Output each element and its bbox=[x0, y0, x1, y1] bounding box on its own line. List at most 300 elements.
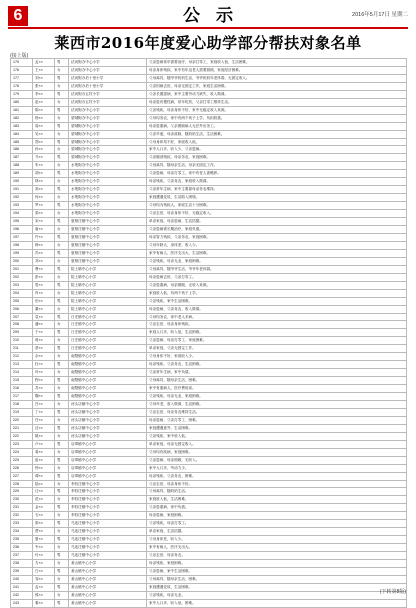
hardship-description: 父母均务农，家中老人多病。 bbox=[147, 313, 407, 321]
student-name: 蒋×× bbox=[33, 337, 55, 345]
student-name: 石×× bbox=[33, 512, 55, 520]
hardship-description: 父母离异，随爷爷生活，爷爷年老体弱。 bbox=[147, 265, 407, 273]
hardship-description: 母亲残疾，家庭困难。 bbox=[147, 560, 407, 568]
page-header bbox=[8, 6, 408, 26]
hardship-description: 父亲患病需长期治疗，家庭负债。 bbox=[147, 226, 407, 234]
school-name: 店埠镇中心小学 bbox=[69, 440, 147, 448]
table-row bbox=[11, 321, 407, 329]
hardship-description: 家庭遭遇变故，生活陷入困境。 bbox=[147, 194, 407, 202]
student-gender: 女 bbox=[55, 385, 69, 393]
hardship-description: 父亲患病常年需要治疗，母亲打零工，家庭收入低，生活困难。 bbox=[147, 59, 407, 67]
school-name: 院上镇中心小学 bbox=[69, 289, 147, 297]
table-row bbox=[11, 504, 407, 512]
school-name: 南墅镇中心小学 bbox=[69, 369, 147, 377]
student-name: 余×× bbox=[33, 353, 55, 361]
student-gender: 女 bbox=[55, 162, 69, 170]
row-number: 241 bbox=[11, 583, 33, 591]
student-name: 贾×× bbox=[33, 528, 55, 536]
school-name: 南墅镇中心小学 bbox=[69, 361, 147, 369]
student-name: 汪×× bbox=[33, 488, 55, 496]
school-name: 店埠镇中心小学 bbox=[69, 472, 147, 480]
hardship-description: 父亲去世，母亲身体残疾。 bbox=[147, 321, 407, 329]
hardship-description: 父亲去世，母亲务农。 bbox=[147, 552, 407, 560]
table-row bbox=[11, 257, 407, 265]
hardship-description: 父亲去世，母亲身体不好。 bbox=[147, 480, 407, 488]
table-row bbox=[11, 98, 407, 106]
student-name: 宋×× bbox=[33, 218, 55, 226]
student-name: 夏×× bbox=[33, 536, 55, 544]
table-row bbox=[11, 512, 407, 520]
table-row bbox=[11, 74, 407, 82]
student-name: 陆×× bbox=[33, 480, 55, 488]
table-row bbox=[11, 162, 407, 170]
row-number: 205 bbox=[11, 297, 33, 305]
table-row bbox=[11, 281, 407, 289]
student-gender: 女 bbox=[55, 194, 69, 202]
table-row bbox=[11, 369, 407, 377]
student-name: 李×× bbox=[33, 90, 55, 98]
table-row bbox=[11, 273, 407, 281]
table-row bbox=[11, 377, 407, 385]
table-row bbox=[11, 416, 407, 424]
student-name: 曹×× bbox=[33, 265, 55, 273]
table-row bbox=[11, 186, 407, 194]
student-gender: 男 bbox=[55, 59, 69, 67]
student-name: 曾×× bbox=[33, 281, 55, 289]
table-row bbox=[11, 82, 407, 90]
row-number: 207 bbox=[11, 313, 33, 321]
row-number: 200 bbox=[11, 257, 33, 265]
row-number: 225 bbox=[11, 456, 33, 464]
school-name: 李权庄镇中心小学 bbox=[69, 512, 147, 520]
school-name: 沽河街办五村小学 bbox=[69, 98, 147, 106]
hardship-description: 父母均有疾病，家庭困难。 bbox=[147, 448, 407, 456]
school-name: 水集街办中心小学 bbox=[69, 162, 147, 170]
student-name: 高×× bbox=[33, 186, 55, 194]
student-name: 何×× bbox=[33, 194, 55, 202]
student-gender: 女 bbox=[55, 369, 69, 377]
student-name: 张×× bbox=[33, 82, 55, 90]
student-name: 杜×× bbox=[33, 361, 55, 369]
hardship-description: 父母离异，随奶奶生活。 bbox=[147, 488, 407, 496]
row-number: 197 bbox=[11, 233, 33, 241]
student-gender: 女 bbox=[55, 321, 69, 329]
student-gender: 男 bbox=[55, 154, 69, 162]
table-row bbox=[11, 385, 407, 393]
school-name: 南墅镇中心小学 bbox=[69, 393, 147, 401]
student-gender: 男 bbox=[55, 202, 69, 210]
student-gender: 女 bbox=[55, 257, 69, 265]
school-name: 马连庄镇中心小学 bbox=[69, 520, 147, 528]
table-row bbox=[11, 448, 407, 456]
student-name: 于×× bbox=[33, 329, 55, 337]
table-row bbox=[11, 488, 407, 496]
row-number: 230 bbox=[11, 496, 33, 504]
row-number: 199 bbox=[11, 249, 33, 257]
table-row bbox=[11, 393, 407, 401]
school-name: 望城街办中心小学 bbox=[69, 146, 147, 154]
school-name: 夏格庄镇中心小学 bbox=[69, 218, 147, 226]
table-row bbox=[11, 560, 407, 568]
student-gender: 男 bbox=[55, 249, 69, 257]
student-name: 韦×× bbox=[33, 544, 55, 552]
row-number: 201 bbox=[11, 265, 33, 273]
hardship-description: 母亲患病去世，父亲打零工。 bbox=[147, 273, 407, 281]
school-name: 院上镇中心小学 bbox=[69, 297, 147, 305]
hardship-description: 父亲患重病，母亲照顾，无收入来源。 bbox=[147, 281, 407, 289]
row-number: 189 bbox=[11, 170, 33, 178]
student-name: 冯×× bbox=[33, 249, 55, 257]
table-row bbox=[11, 345, 407, 353]
student-name: 潘×× bbox=[33, 321, 55, 329]
header-divider bbox=[8, 27, 408, 29]
hardship-description: 父亲常年生病，家中负债。 bbox=[147, 369, 407, 377]
student-gender: 男 bbox=[55, 520, 69, 528]
student-gender: 男 bbox=[55, 472, 69, 480]
table-row bbox=[11, 424, 407, 432]
row-number: 196 bbox=[11, 226, 33, 234]
student-gender: 男 bbox=[55, 170, 69, 178]
row-number: 228 bbox=[11, 480, 33, 488]
student-name: 许×× bbox=[33, 233, 55, 241]
table-row bbox=[11, 456, 407, 464]
table-row bbox=[11, 297, 407, 305]
school-name: 院上镇中心小学 bbox=[69, 265, 147, 273]
school-name: 沽河街办中心小学 bbox=[69, 66, 147, 74]
student-gender: 男 bbox=[55, 599, 69, 607]
section-title: 公示 bbox=[183, 6, 249, 26]
student-name: 陈×× bbox=[33, 106, 55, 114]
row-number: 243 bbox=[11, 599, 33, 607]
hardship-description: 母亲患病，父亲打零工，困难。 bbox=[147, 416, 407, 424]
hardship-description: 父亲患重病，家中负债。 bbox=[147, 504, 407, 512]
student-name: 蔡×× bbox=[33, 345, 55, 353]
page-headline: 莱西市2016年度爱心助学部分帮扶对象名单 bbox=[54, 34, 362, 52]
student-gender: 女 bbox=[55, 146, 69, 154]
row-number: 179 bbox=[11, 90, 33, 98]
hardship-description: 母亲患重病，父亲照顾病人无法外出务工。 bbox=[147, 122, 407, 130]
hardship-description: 父亲去世，母亲身体不好，无稳定收入。 bbox=[147, 210, 407, 218]
student-gender: 女 bbox=[55, 241, 69, 249]
student-gender: 女 bbox=[55, 448, 69, 456]
hardship-description: 父母身体均不好，家庭收入低。 bbox=[147, 138, 407, 146]
table-row bbox=[11, 480, 407, 488]
row-number: 193 bbox=[11, 202, 33, 210]
school-name: 河头店镇中心小学 bbox=[69, 432, 147, 440]
hardship-description: 家中人口多，收入少，父亲患病。 bbox=[147, 146, 407, 154]
row-number: 216 bbox=[11, 385, 33, 393]
table-row bbox=[11, 59, 407, 67]
school-name: 姜山镇中心小学 bbox=[69, 583, 147, 591]
row-number: 213 bbox=[11, 361, 33, 369]
table-row bbox=[11, 575, 407, 583]
student-name: 熊×× bbox=[33, 591, 55, 599]
student-gender: 女 bbox=[55, 82, 69, 90]
row-number: 226 bbox=[11, 464, 33, 472]
row-number: 206 bbox=[11, 305, 33, 313]
hardship-description: 父亲残疾，母亲无业，家庭困难。 bbox=[147, 257, 407, 265]
table-row bbox=[11, 194, 407, 202]
student-name: 邹×× bbox=[33, 575, 55, 583]
row-number: 217 bbox=[11, 393, 33, 401]
table-row bbox=[11, 528, 407, 536]
hardship-description: 父亲患病，母亲打零工，家庭困难。 bbox=[147, 337, 407, 345]
hardship-description: 母亲残疾，父亲务农，困难。 bbox=[147, 472, 407, 480]
school-name: 水集街办中心小学 bbox=[69, 210, 147, 218]
page-number-badge: 6 bbox=[8, 6, 28, 26]
hardship-description: 父亲残疾，母亲打零工。 bbox=[147, 520, 407, 528]
row-number: 185 bbox=[11, 138, 33, 146]
table-row bbox=[11, 226, 407, 234]
student-gender: 女 bbox=[55, 591, 69, 599]
row-number: 235 bbox=[11, 536, 33, 544]
student-gender: 男 bbox=[55, 90, 69, 98]
student-gender: 女 bbox=[55, 130, 69, 138]
student-name: 韩×× bbox=[33, 241, 55, 249]
school-name: 水集街办中心小学 bbox=[69, 178, 147, 186]
student-name: 方×× bbox=[33, 560, 55, 568]
student-gender: 男 bbox=[55, 536, 69, 544]
student-gender: 男 bbox=[55, 361, 69, 369]
hardship-description: 父母年龄大，身体差，收入少。 bbox=[147, 241, 407, 249]
student-gender: 女 bbox=[55, 464, 69, 472]
hardship-description: 父亲患病，母亲打零工，家中有老人需赡养。 bbox=[147, 170, 407, 178]
student-name: 叶×× bbox=[33, 369, 55, 377]
student-gender: 女 bbox=[55, 480, 69, 488]
school-name: 水集街办中心小学 bbox=[69, 186, 147, 194]
row-number: 182 bbox=[11, 114, 33, 122]
school-name: 沽河街办中心小学 bbox=[69, 59, 147, 67]
student-gender: 女 bbox=[55, 544, 69, 552]
school-name: 河头店镇中心小学 bbox=[69, 424, 147, 432]
student-name: 孟×× bbox=[33, 59, 55, 67]
school-name: 马连庄镇中心小学 bbox=[69, 552, 147, 560]
student-gender: 男 bbox=[55, 345, 69, 353]
student-name: 罗×× bbox=[33, 202, 55, 210]
hardship-description: 家中有重病人，医疗费用高。 bbox=[147, 385, 407, 393]
school-name: 望城街办中心小学 bbox=[69, 122, 147, 130]
student-gender: 男 bbox=[55, 377, 69, 385]
student-name: 林×× bbox=[33, 178, 55, 186]
hardship-description: 父母年老，收入微薄，生活困难。 bbox=[147, 400, 407, 408]
hardship-description: 父母离异，随爷爷奶奶生活，爷爷奶奶年老体弱，无固定收入。 bbox=[147, 74, 407, 82]
student-name: 彭×× bbox=[33, 273, 55, 281]
student-name: 吴×× bbox=[33, 130, 55, 138]
row-number: 180 bbox=[11, 98, 33, 106]
row-number: 178 bbox=[11, 82, 33, 90]
school-name: 望城街办中心小学 bbox=[69, 154, 147, 162]
table-row bbox=[11, 138, 407, 146]
row-number: 237 bbox=[11, 552, 33, 560]
table-row bbox=[11, 408, 407, 416]
table-row bbox=[11, 146, 407, 154]
student-gender: 男 bbox=[55, 281, 69, 289]
hardship-description: 父母离异，随母亲生活，母亲无固定工作。 bbox=[147, 162, 407, 170]
table-row bbox=[11, 114, 407, 122]
student-name: 王×× bbox=[33, 66, 55, 74]
student-name: 秦×× bbox=[33, 599, 55, 607]
student-gender: 女 bbox=[55, 432, 69, 440]
hardship-description: 父亲因病去世，母亲无固定工作，家庭生活困难。 bbox=[147, 82, 407, 90]
student-name: 丁×× bbox=[33, 408, 55, 416]
table-row bbox=[11, 591, 407, 599]
student-name: 邓×× bbox=[33, 257, 55, 265]
table-row bbox=[11, 520, 407, 528]
student-gender: 男 bbox=[55, 265, 69, 273]
school-name: 沽河街办五村小学 bbox=[69, 90, 147, 98]
school-name: 夏格庄镇中心小学 bbox=[69, 257, 147, 265]
hardship-description: 父亲残疾，母亲无业。 bbox=[147, 591, 407, 599]
school-name: 日庄镇中心小学 bbox=[69, 337, 147, 345]
row-number: 181 bbox=[11, 106, 33, 114]
row-number: 210 bbox=[11, 337, 33, 345]
student-name: 袁×× bbox=[33, 313, 55, 321]
table-row bbox=[11, 329, 407, 337]
student-gender: 男 bbox=[55, 106, 69, 114]
hardship-description: 单亲家庭，母亲无固定收入。 bbox=[147, 440, 407, 448]
row-number: 186 bbox=[11, 146, 33, 154]
school-name: 南墅镇中心小学 bbox=[69, 353, 147, 361]
school-name: 夏格庄镇中心小学 bbox=[69, 241, 147, 249]
student-name: 赵×× bbox=[33, 98, 55, 106]
school-name: 姜山镇中心小学 bbox=[69, 575, 147, 583]
student-gender: 女 bbox=[55, 210, 69, 218]
hardship-description: 父亲腿部残疾，母亲务农，家庭困难。 bbox=[147, 154, 407, 162]
student-gender: 女 bbox=[55, 416, 69, 424]
student-name: 孟×× bbox=[33, 583, 55, 591]
school-name: 日庄镇中心小学 bbox=[69, 321, 147, 329]
table-row bbox=[11, 130, 407, 138]
hardship-description: 母亲残疾，父亲务农，生活困难。 bbox=[147, 361, 407, 369]
table-row bbox=[11, 249, 407, 257]
hardship-description: 家庭遭遇变故，生活困难。 bbox=[147, 583, 407, 591]
student-name: 董×× bbox=[33, 305, 55, 313]
student-gender: 男 bbox=[55, 424, 69, 432]
student-gender: 女 bbox=[55, 400, 69, 408]
hardship-description: 母亲患病，家庭困难。 bbox=[147, 512, 407, 520]
row-number: 218 bbox=[11, 400, 33, 408]
table-row bbox=[11, 432, 407, 440]
table-row bbox=[11, 210, 407, 218]
student-gender: 女 bbox=[55, 528, 69, 536]
row-number: 224 bbox=[11, 448, 33, 456]
row-number: 177 bbox=[11, 74, 33, 82]
school-name: 马连庄镇中心小学 bbox=[69, 544, 147, 552]
row-number: 194 bbox=[11, 210, 33, 218]
table-row bbox=[11, 464, 407, 472]
school-name: 马连庄镇中心小学 bbox=[69, 528, 147, 536]
school-name: 水集街办中心小学 bbox=[69, 202, 147, 210]
student-name: 马×× bbox=[33, 154, 55, 162]
hardship-description: 父母身体差，收入少。 bbox=[147, 536, 407, 544]
table-row bbox=[11, 337, 407, 345]
school-name: 店埠镇中心小学 bbox=[69, 456, 147, 464]
student-gender: 女 bbox=[55, 512, 69, 520]
student-gender: 男 bbox=[55, 568, 69, 576]
school-name: 院上镇中心小学 bbox=[69, 305, 147, 313]
row-number: 212 bbox=[11, 353, 33, 361]
school-name: 沽河街办中心小学 bbox=[69, 106, 147, 114]
student-name: 白×× bbox=[33, 568, 55, 576]
student-name: 刘×× bbox=[33, 74, 55, 82]
hardship-description: 父母均为残疾人，家庭生活十分困难。 bbox=[147, 202, 407, 210]
hardship-description: 父母身体不好，家庭收入少。 bbox=[147, 353, 407, 361]
row-number: 187 bbox=[11, 154, 33, 162]
student-gender: 男 bbox=[55, 408, 69, 416]
hardship-description: 父亲早逝，母亲改嫁，随奶奶生活，生活困难。 bbox=[147, 130, 407, 138]
school-name: 沽河街办后十里小学 bbox=[69, 74, 147, 82]
row-number: 192 bbox=[11, 194, 33, 202]
school-name: 李权庄镇中心小学 bbox=[69, 496, 147, 504]
student-name: 范×× bbox=[33, 496, 55, 504]
hardship-description: 父亲常年生病，家中主要靠母亲务农维持。 bbox=[147, 186, 407, 194]
row-number: 229 bbox=[11, 488, 33, 496]
row-number: 204 bbox=[11, 289, 33, 297]
school-name: 日庄镇中心小学 bbox=[69, 329, 147, 337]
student-gender: 男 bbox=[55, 138, 69, 146]
student-gender: 女 bbox=[55, 305, 69, 313]
row-number: 242 bbox=[11, 591, 33, 599]
school-name: 河头店镇中心小学 bbox=[69, 408, 147, 416]
student-gender: 女 bbox=[55, 496, 69, 504]
school-name: 李权庄镇中心小学 bbox=[69, 480, 147, 488]
student-gender: 女 bbox=[55, 98, 69, 106]
row-number: 175 bbox=[11, 59, 33, 67]
row-number: 227 bbox=[11, 472, 33, 480]
row-number: 221 bbox=[11, 424, 33, 432]
table-row bbox=[11, 583, 407, 591]
table-row bbox=[11, 544, 407, 552]
school-name: 姜山镇中心小学 bbox=[69, 591, 147, 599]
continued-to-note: (下转第8版) bbox=[379, 589, 406, 595]
student-name: 卢×× bbox=[33, 440, 55, 448]
student-name: 谭×× bbox=[33, 472, 55, 480]
row-number: 239 bbox=[11, 568, 33, 576]
student-name: 周×× bbox=[33, 122, 55, 130]
table-row bbox=[11, 218, 407, 226]
hardship-description: 父亲患病，家中生活困难。 bbox=[147, 568, 407, 576]
student-gender: 男 bbox=[55, 488, 69, 496]
school-name: 水集街办中心小学 bbox=[69, 194, 147, 202]
student-name: 金×× bbox=[33, 504, 55, 512]
table-row bbox=[11, 170, 407, 178]
row-number: 238 bbox=[11, 560, 33, 568]
hardship-description: 母亲智力残疾，父亲务农，家庭困难。 bbox=[147, 233, 407, 241]
table-row bbox=[11, 599, 407, 607]
issue-date: 2016年5月17日 星期二 bbox=[352, 12, 408, 18]
school-name: 河头店镇中心小学 bbox=[69, 416, 147, 424]
table-row bbox=[11, 66, 407, 74]
school-name: 望城街办中心小学 bbox=[69, 138, 147, 146]
student-name: 苏×× bbox=[33, 385, 55, 393]
row-number: 188 bbox=[11, 162, 33, 170]
row-number: 232 bbox=[11, 512, 33, 520]
row-number: 234 bbox=[11, 528, 33, 536]
student-gender: 女 bbox=[55, 560, 69, 568]
row-number: 195 bbox=[11, 218, 33, 226]
hardship-description: 家庭人口多，收入低，生活困难。 bbox=[147, 329, 407, 337]
school-name: 南墅镇中心小学 bbox=[69, 385, 147, 393]
student-gender: 男 bbox=[55, 456, 69, 464]
row-number: 176 bbox=[11, 66, 33, 74]
row-number: 215 bbox=[11, 377, 33, 385]
table-row bbox=[11, 400, 407, 408]
student-name: 崔×× bbox=[33, 456, 55, 464]
row-number: 211 bbox=[11, 345, 33, 353]
student-gender: 男 bbox=[55, 233, 69, 241]
student-name: 付×× bbox=[33, 552, 55, 560]
row-number: 233 bbox=[11, 520, 33, 528]
